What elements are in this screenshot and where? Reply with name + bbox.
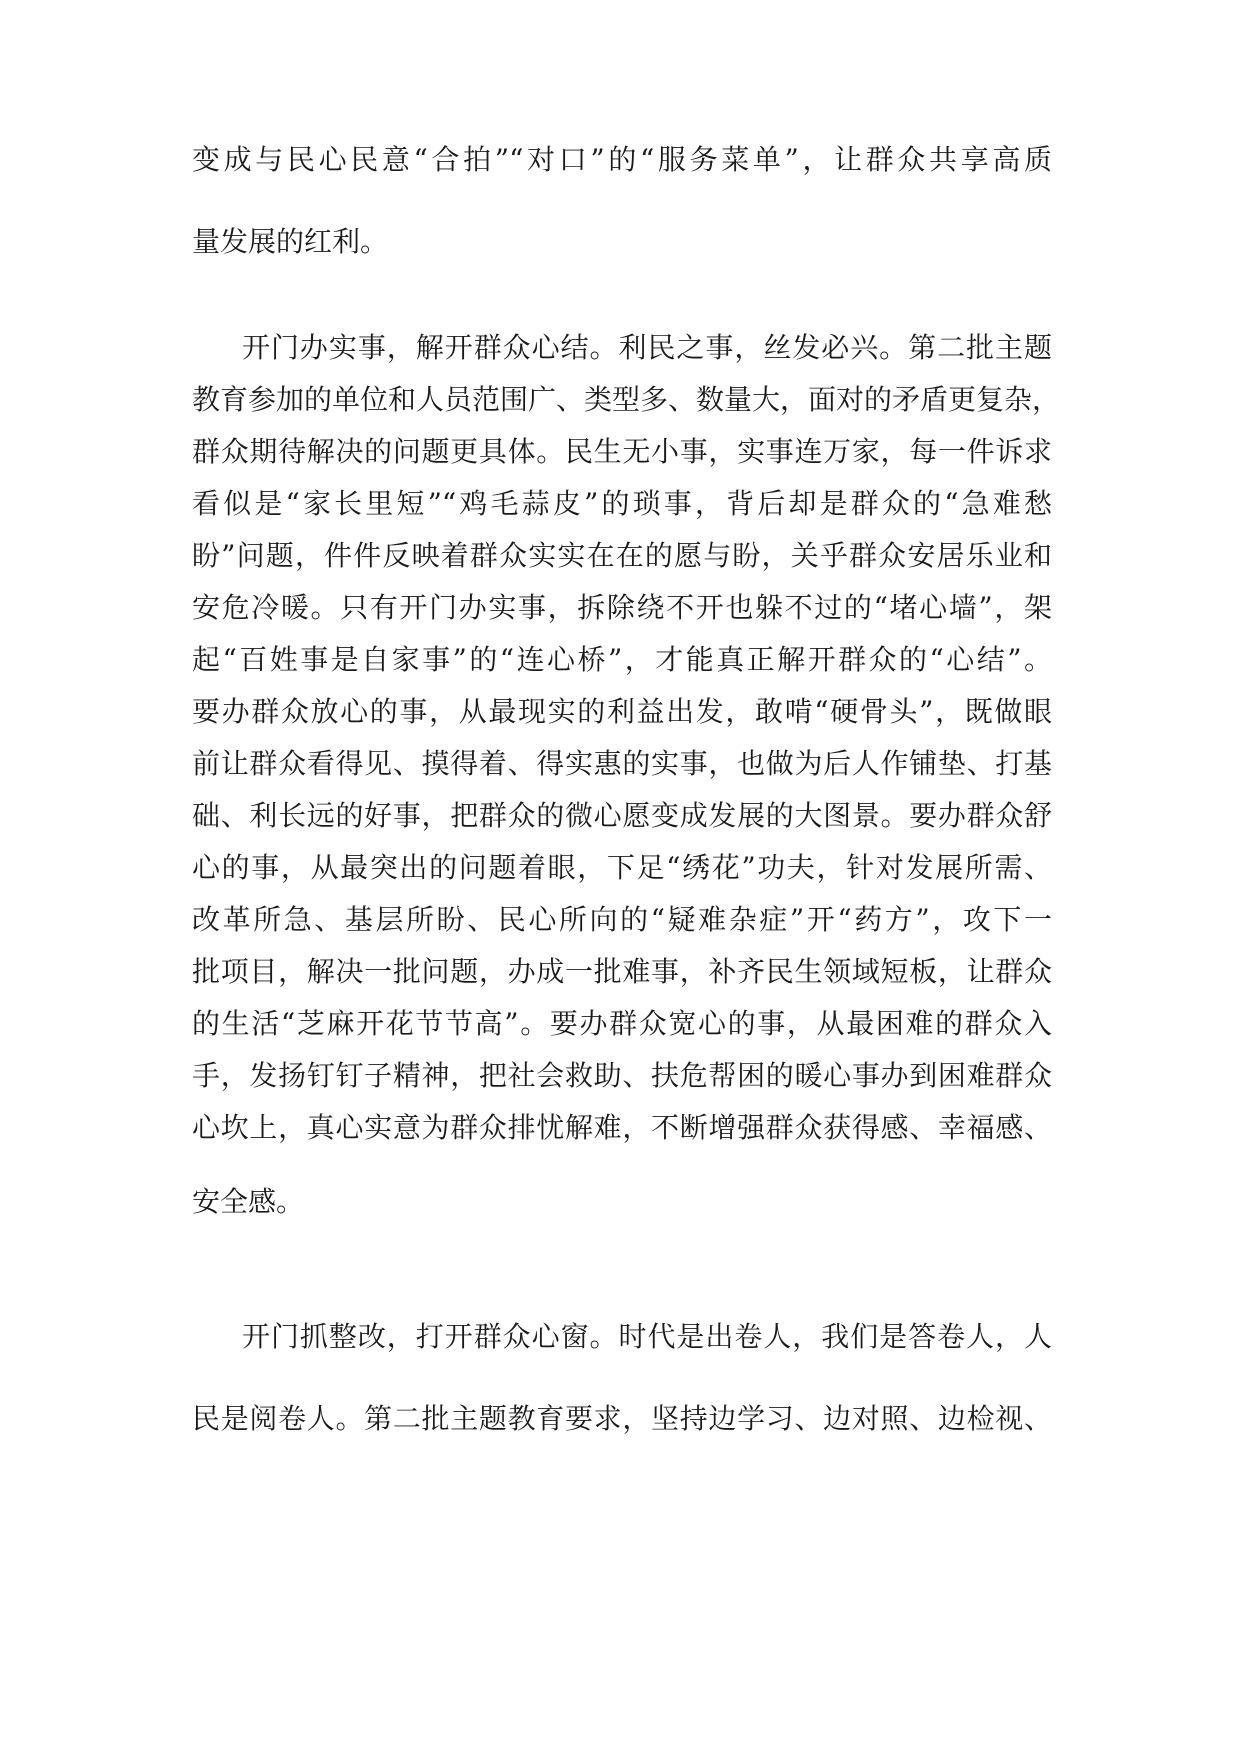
paragraph-line: 心的事，从最突出的问题着眼，下足“绣花”功夫，针对发展所需、: [192, 851, 1052, 884]
paragraph-line: 要办群众放心的事，从最现实的利益出发，敢啃“硬骨头”，既做眼: [192, 695, 1052, 728]
paragraph-line: 起“百姓事是自家事”的“连心桥”，才能真正解开群众的“心结”。: [192, 643, 1052, 676]
paragraph-line: 前让群众看得见、摸得着、得实惠的实事，也做为后人作铺垫、打基: [192, 747, 1052, 780]
paragraph-line: 民是阅卷人。第二批主题教育要求，坚持边学习、边对照、边检视、: [192, 1402, 1052, 1435]
paragraph-line: 开门抓整改，打开群众心窗。时代是出卷人，我们是答卷人，人: [242, 1320, 1052, 1353]
paragraph-line: 群众期待解决的问题更具体。民生无小事，实事连万家，每一件诉求: [192, 435, 1052, 468]
paragraph-line: 的生活“芝麻开花节节高”。要办群众宽心的事，从最困难的群众入: [192, 1007, 1052, 1040]
paragraph-line: 教育参加的单位和人员范围广、类型多、数量大，面对的矛盾更复杂，: [192, 383, 1061, 416]
paragraph-line: 开门办实事，解开群众心结。利民之事，丝发必兴。第二批主题: [242, 331, 1052, 364]
paragraph-line: 批项目，解决一批问题，办成一批难事，补齐民生领域短板，让群众: [192, 955, 1052, 988]
paragraph-line: 安全感。: [192, 1185, 305, 1218]
paragraph-line: 心坎上，真心实意为群众排忧解难，不断增强群众获得感、幸福感、: [192, 1111, 1052, 1144]
paragraph-line: 变成与民心民意“合拍”“对口”的“服务菜单”，让群众共享高质: [192, 143, 1052, 176]
paragraph-line: 量发展的红利。: [192, 225, 389, 258]
paragraph-line: 看似是“家长里短”“鸡毛蒜皮”的琐事，背后却是群众的“急难愁: [192, 487, 1052, 520]
paragraph-line: 改革所急、基层所盼、民心所向的“疑难杂症”开“药方”，攻下一: [192, 903, 1052, 936]
paragraph-line: 安危冷暖。只有开门办实事，拆除绕不开也躲不过的“堵心墙”，架: [192, 591, 1052, 624]
paragraph-line: 手，发扬钉钉子精神，把社会救助、扶危帮困的暖心事办到困难群众: [192, 1059, 1052, 1092]
paragraph-line: 础、利长远的好事，把群众的微心愿变成发展的大图景。要办群众舒: [192, 799, 1052, 832]
paragraph-line: 盼”问题，件件反映着群众实实在在的愿与盼，关乎群众安居乐业和: [192, 539, 1052, 572]
